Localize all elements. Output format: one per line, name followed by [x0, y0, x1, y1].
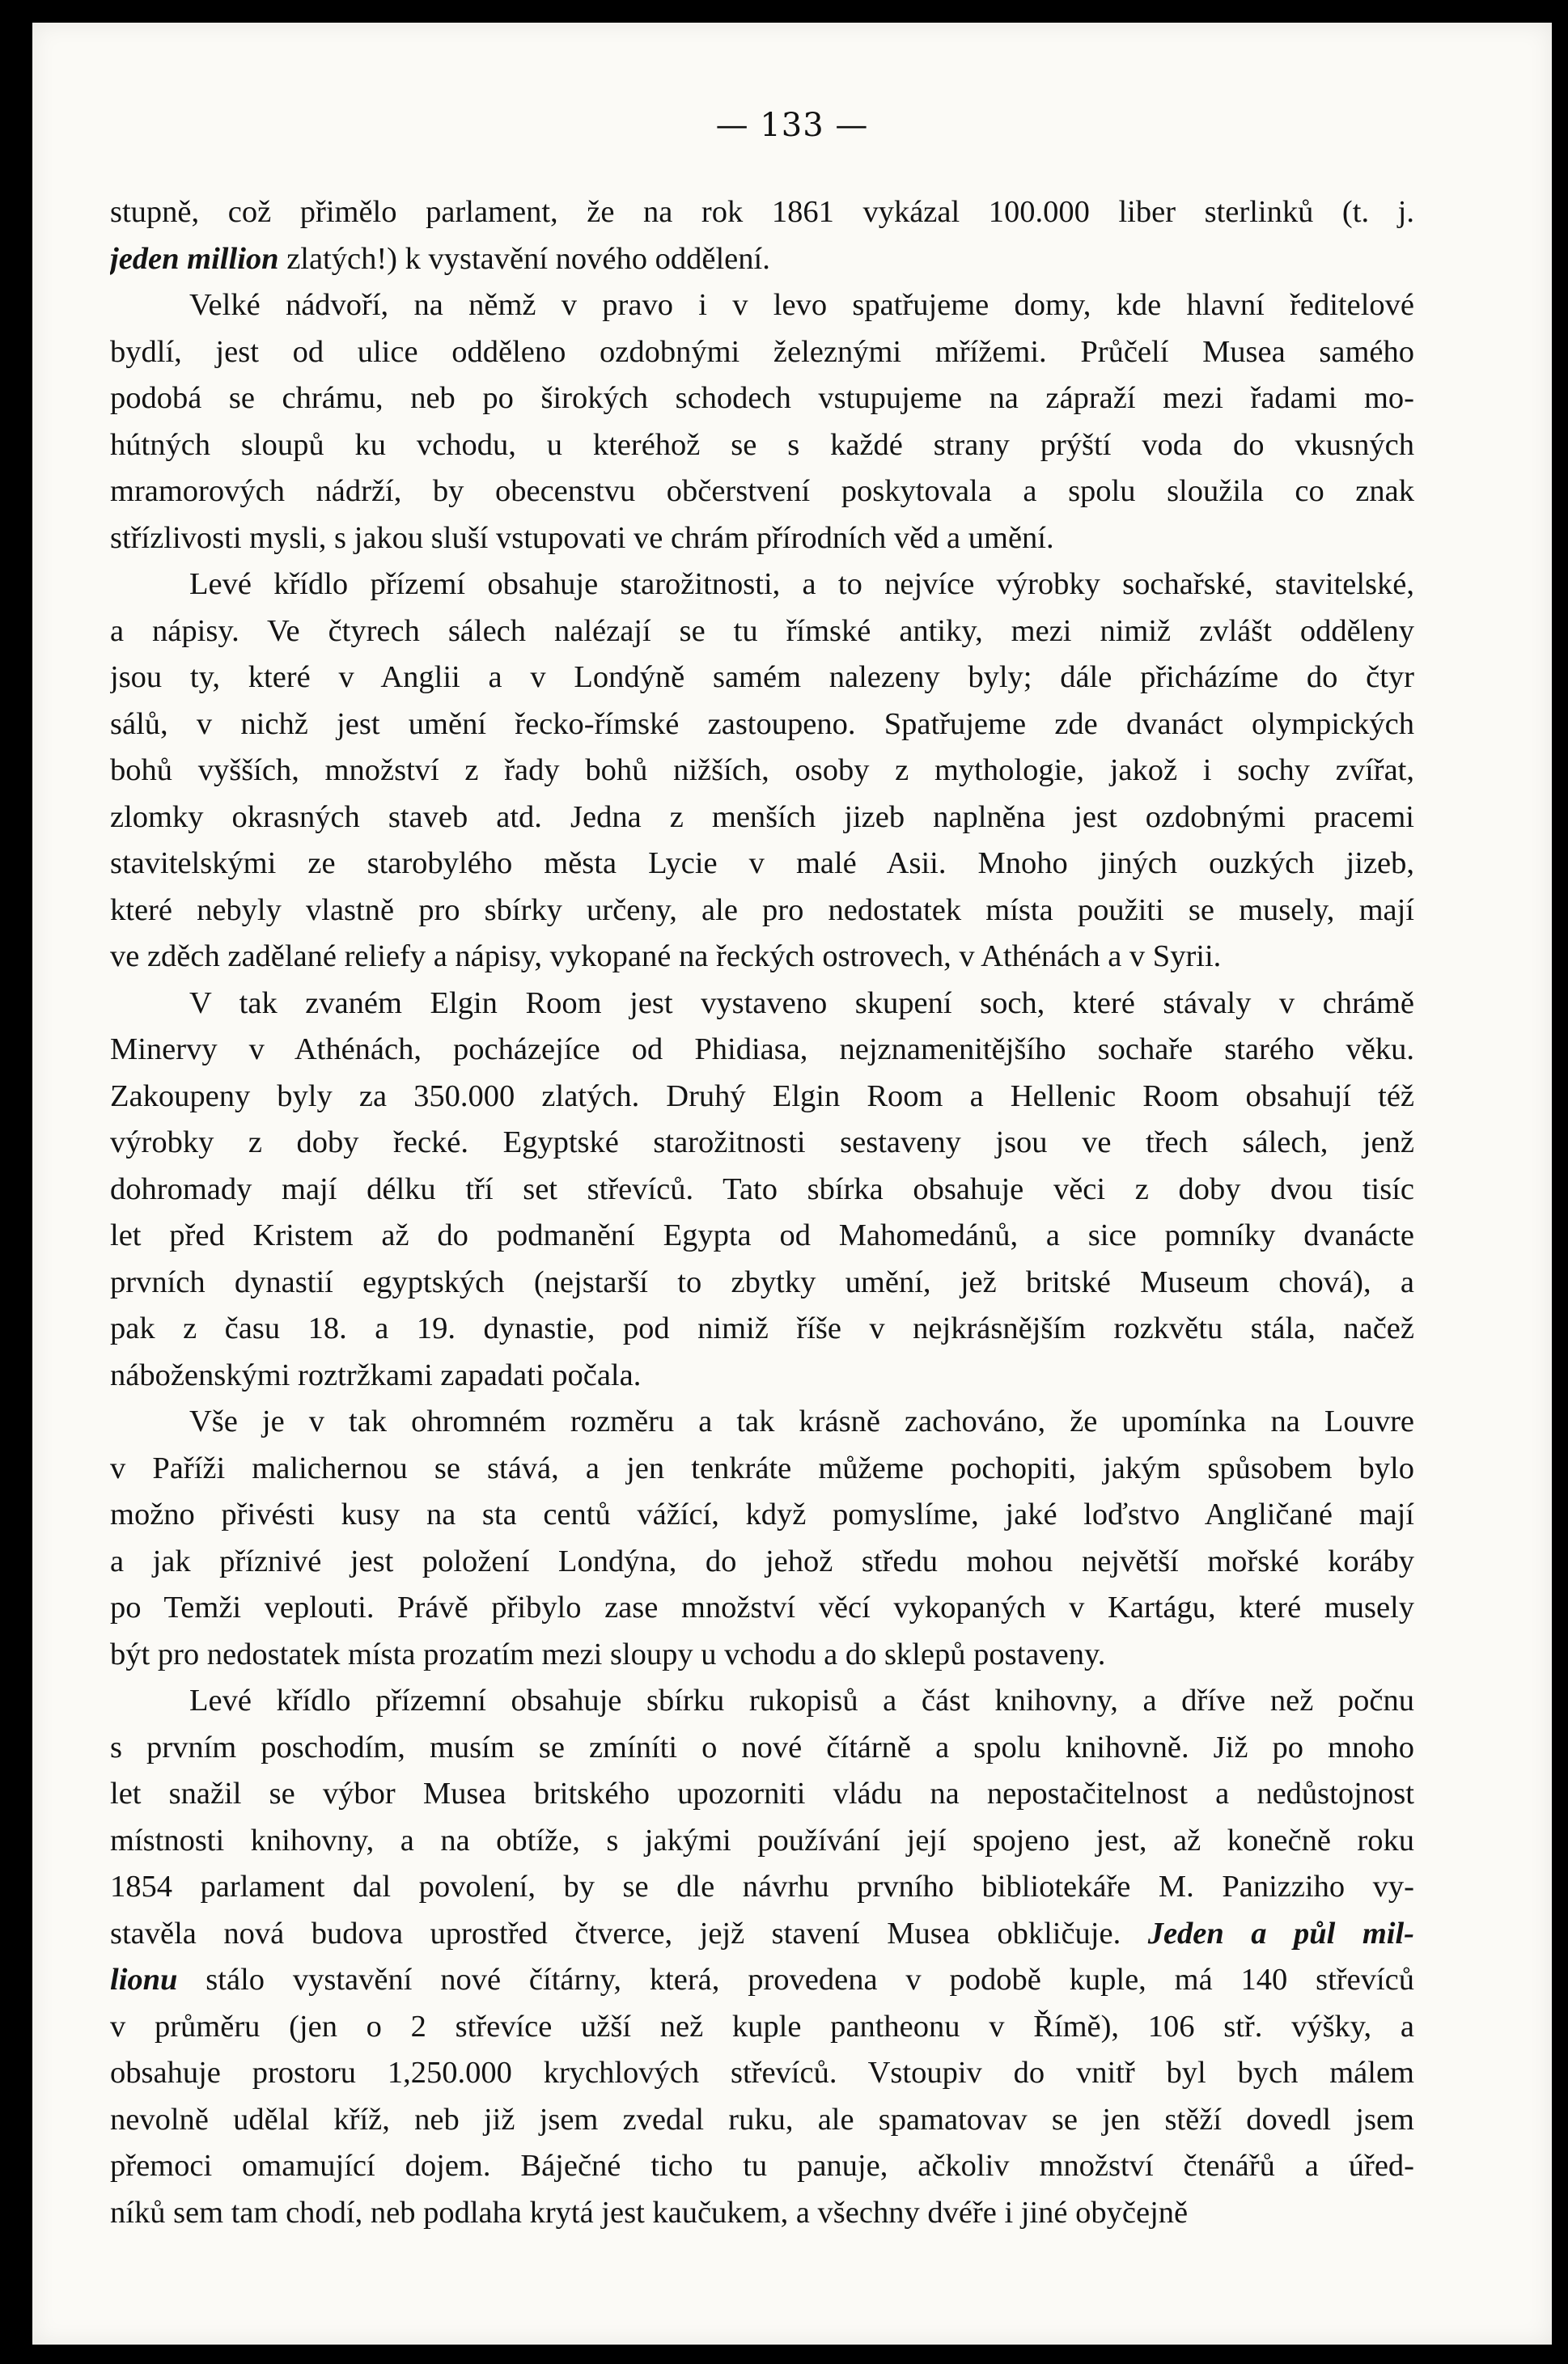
text-line: bydlí, jest od ulice odděleno ozdobnými železnými mřížemi. Průčelí Musea samého [110, 334, 1414, 369]
text-line [110, 1911, 1414, 1958]
italic-text: jeden million [110, 241, 279, 276]
text-line: Velké nádvoří, na němž v pravo i v levo spatřujeme domy, kde hlavní ředitelové [189, 288, 1414, 322]
text-line: v Paříži malichernou se stává, a jen tenkráte můžeme pochopiti, jakým spůsobem bylo [110, 1451, 1414, 1485]
paragraph [110, 1399, 1414, 1678]
text-line: v průměru (jen o 2 střevíce užší než kuple pantheonu v Římě), 106 stř. výšky, a [110, 2009, 1414, 2044]
text-line: stavitelskými ze starobylého města Lycie v malé Asii. Mnoho jiných ouzkých jizeb, [110, 846, 1414, 880]
text-line: možno přivésti kusy na sta centů vážící, když pomyslíme, jaké loďstvo Angličané mají [110, 1498, 1414, 1532]
text-line: Vše je v tak ohromném rozměru a tak krásně zachováno, že upomínka na Louvre [189, 1404, 1414, 1438]
text-line: mramorových nádrží, by obecenstvu občerstvení poskytovala a spolu sloužila co znak [110, 474, 1414, 508]
text-line: podobá se chrámu, neb po širokých schodech vstupujeme na zápraží mezi řadami mo- [110, 381, 1414, 415]
text-line: nevolně udělal kříž, neb již jsem zvedal ruku, ale spamatovav se jen stěží dovedl jsem [110, 2102, 1414, 2137]
body-text [110, 189, 1414, 2236]
text-line: a jak příznivé jest položení Londýna, do jehož středu mohou největší mořské koráby [110, 1544, 1414, 1578]
paragraph [110, 1678, 1414, 2236]
text-line: prvních dynastií egyptských (nejstarší to zbytky umění, jež britské Museum chová), a [110, 1265, 1414, 1299]
page-sheet [32, 23, 1552, 2345]
text-line: po Temži veplouti. Právě přibylo zase množství věcí vykopaných v Kartágu, které musely [110, 1591, 1414, 1625]
text-line: které nebyly vlastně pro sbírky určeny, ale pro nedostatek místa použiti se musely, mají [110, 892, 1414, 927]
text-line: zlomky okrasných staveb atd. Jedna z menších jizeb naplněna jest ozdobnými pracemi [110, 799, 1414, 834]
text-run: stálo vystavění nové čítárny, která, provedena v podobě kuple, má 140 střevíců [177, 1963, 1414, 1997]
text-line: Minervy v Athénách, pocházejíce od Phidiasa, nejznamenitějšího sochaře starého věku. [110, 1032, 1414, 1066]
text-line: výrobky z doby řecké. Egyptské starožitnosti sestaveny jsou ve třech sálech, jenž [110, 1125, 1414, 1159]
italic-text: Jeden a půl mil- [1147, 1916, 1414, 1951]
text-line: být pro nedostatek místa prozatím mezi sloupy u vchodu a do sklepů postaveny. [110, 1637, 1106, 1671]
text-line: bohů vyšších, množství z řady bohů nižších, osoby z mythologie, jakož i sochy zvířat, [110, 753, 1414, 787]
text-run: zlatých!) k vystavění nového oddělení. [278, 241, 770, 276]
text-line: níků sem tam chodí, neb podlaha krytá jest kaučukem, a všechny dvéře i jiné obyčejně [110, 2195, 1189, 2230]
text-line: jsou ty, které v Anglii a v Londýně samém nalezeny byly; dále přicházíme do čtyr [110, 660, 1414, 694]
text-line: stupně, což přimělo parlament, že na rok 1861 vykázal 100.000 liber sterlinků (t. j. [110, 195, 1414, 229]
text-line: pak z času 18. a 19. dynastie, pod nimiž říše v nejkrásnějším rozkvětu stála, načež [110, 1311, 1414, 1345]
text-line: hútných sloupů ku vchodu, u kteréhož se s každé strany prýští voda do vkusných [110, 427, 1414, 462]
text-line: 1854 parlament dal povolení, by se dle návrhu prvního bibliotekáře M. Panizziho vy- [110, 1870, 1414, 1904]
text-line [110, 1957, 1414, 2004]
text-line [110, 236, 1414, 283]
page-number: — 133 — [715, 107, 869, 144]
italic-text: lionu [110, 1963, 178, 1997]
text-line: střízlivosti mysli, s jakou sluší vstupovati ve chrám přírodních věd a umění. [110, 520, 1054, 555]
text-line: sálů, v nichž jest umění řecko-římské zastoupeno. Spatřujeme zde dvanáct olympických [110, 706, 1414, 741]
text-line: Levé křídlo přízemí obsahuje starožitnosti, a to nejvíce výrobky sochařské, stavitelské, [189, 567, 1414, 601]
text-line: náboženskými roztržkami zapadati počala. [110, 1358, 642, 1392]
text-line: dohromady mají délku tří set střevíců. Tato sbírka obsahuje věci z doby dvou tisíc [110, 1171, 1414, 1206]
paragraph [110, 282, 1414, 561]
text-line: místnosti knihovny, a na obtíže, s jakými používání její spojeno jest, až konečně roku [110, 1823, 1414, 1858]
text-run: stavěla nová budova uprostřed čtverce, jejž stavení Musea obkličuje. [110, 1916, 1148, 1951]
paragraph [110, 981, 1414, 1400]
text-line: let před Kristem až do podmanění Egypta od Mahomedánů, a sice pomníky dvanácte [110, 1218, 1414, 1252]
text-line: ve zděch zadělané reliefy a nápisy, vykopané na řeckých ostrovech, v Athénách a v Syrii. [110, 939, 1222, 973]
text-line: obsahuje prostoru 1,250.000 krychlových střevíců. Vstoupiv do vnitř byl bych málem [110, 2056, 1414, 2090]
text-line: V tak zvaném Elgin Room jest vystaveno skupení soch, které stávaly v chrámě [189, 985, 1414, 1020]
text-line: let snažil se výbor Musea britského upozorniti vládu na nepostačitelnost a nedůstojnost [110, 1777, 1414, 1811]
paragraph [110, 561, 1414, 981]
text-line: přemoci omamující dojem. Báječné ticho tu panuje, ačkoliv množství čtenářů a úřed- [110, 2149, 1414, 2183]
text-line: Levé křídlo přízemní obsahuje sbírku rukopisů a část knihovny, a dříve než počnu [189, 1684, 1414, 1718]
text-line: Zakoupeny byly za 350.000 zlatých. Druhý Elgin Room a Hellenic Room obsahují též [110, 1078, 1414, 1113]
paragraph [110, 189, 1414, 282]
text-line: a nápisy. Ve čtyrech sálech nalézají se tu římské antiky, mezi nimiž zvlášt odděleny [110, 613, 1414, 648]
text-line: s prvním poschodím, musím se zmíníti o nové čítárně a spolu knihovně. Již po mnoho [110, 1730, 1414, 1765]
